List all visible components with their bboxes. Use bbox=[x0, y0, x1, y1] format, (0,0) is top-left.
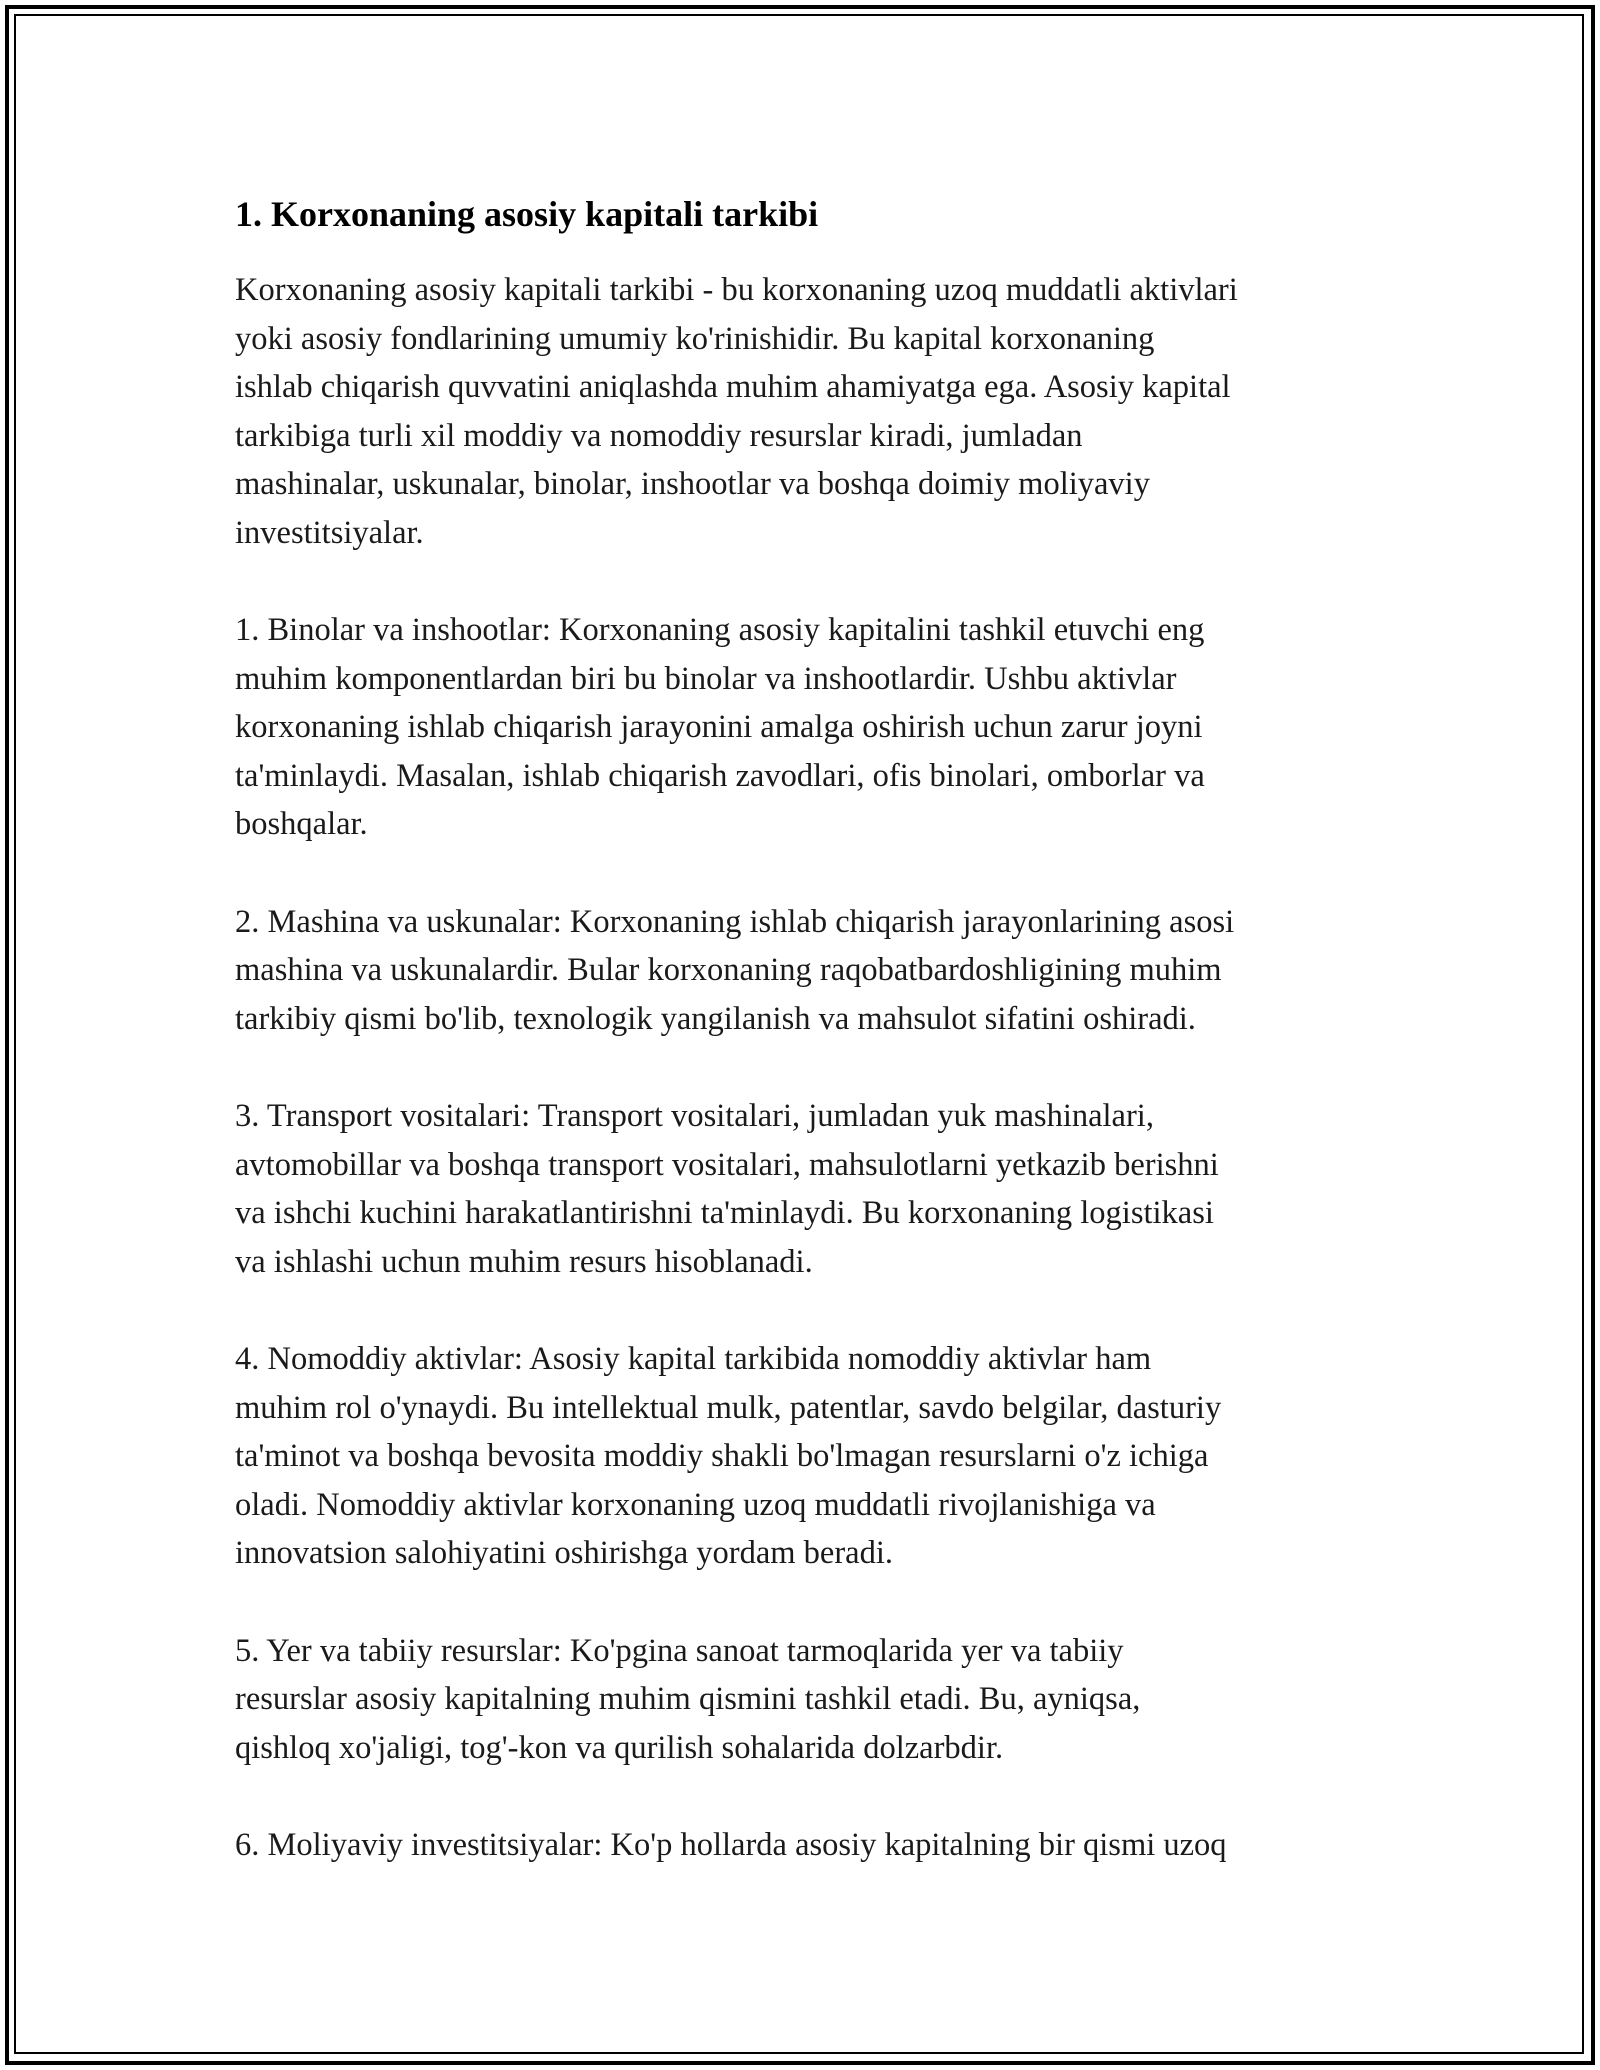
document-body bbox=[235, 190, 1385, 1919]
paragraph-land-resources: 5. Yer va tabiiy resurslar: Ko'pgina sanoat tarmoqlarida yer va tabiiy resurslar asosiy kapitalning muhim qismini tashkil etadi. Bu, ayniqsa, qishloq xo'jaligi, tog'-kon va qurilish sohalarida dolzarbdir. bbox=[235, 1632, 1141, 1766]
paragraph-intangible-assets: 4. Nomoddiy aktivlar: Asosiy kapital tarkibida nomoddiy aktivlar ham muhim rol o'ynaydi. Bu intellektual mulk, patentlar, savdo belgilar, dasturiy ta'minot va boshqa bevosita moddiy shakli bo'lmagan resurslarni o'z ichiga oladi. Nomoddiy aktivlar korxonaning uzoq muddatli rivojlanishiga va innovatsion salohiyatini oshirishga yordam beradi. bbox=[235, 1341, 1222, 1571]
section-heading: 1. Korxonaning asosiy kapitali tarkibi bbox=[235, 194, 819, 234]
paragraph-financial-investments: 6. Moliyaviy investitsiyalar: Ko'p hollarda asosiy kapitalning bir qismi uzoq bbox=[235, 1827, 1227, 1863]
paragraph-machinery: 2. Mashina va uskunalar: Korxonaning ishlab chiqarish jarayonlarining asosi mashina va uskunalardir. Bular korxonaning raqobatbardoshligining muhim tarkibiy qismi bo'lib, texnologik yangilanish va mahsulot sifatini oshiradi. bbox=[235, 903, 1235, 1037]
intro-paragraph: Korxonaning asosiy kapitali tarkibi - bu korxonaning uzoq muddatli aktivlari yoki asosiy fondlarining umumiy ko'rinishidir. Bu kapital korxonaning ishlab chiqarish quvvatini aniqlashda muhim ahamiyatga ega. Asosiy kapital tarkibiga turli xil moddiy va nomoddiy resurslar kiradi, jumladan mashinalar, uskunalar, binolar, inshootlar va boshqa doimiy moliyaviy investitsiyalar. bbox=[235, 272, 1238, 551]
paragraph-transport: 3. Transport vositalari: Transport vositalari, jumladan yuk mashinalari, avtomobillar va boshqa transport vositalari, mahsulotlarni yetkazib berishni va ishchi kuchini harakatlantirishni ta'minlaydi. Bu korxonaning logistikasi va ishlashi uchun muhim resurs hisoblanadi. bbox=[235, 1098, 1219, 1280]
paragraph-buildings: 1. Binolar va inshootlar: Korxonaning asosiy kapitalini tashkil etuvchi eng muhim komponentlardan biri bu binolar va inshootlardir. Ushbu aktivlar korxonaning ishlab chiqarish jarayonini amalga oshirish uchun zarur joyni ta'minlaydi. Masalan, ishlab chiqarish zavodlari, ofis binolari, omborlar va boshqalar. bbox=[235, 612, 1205, 842]
